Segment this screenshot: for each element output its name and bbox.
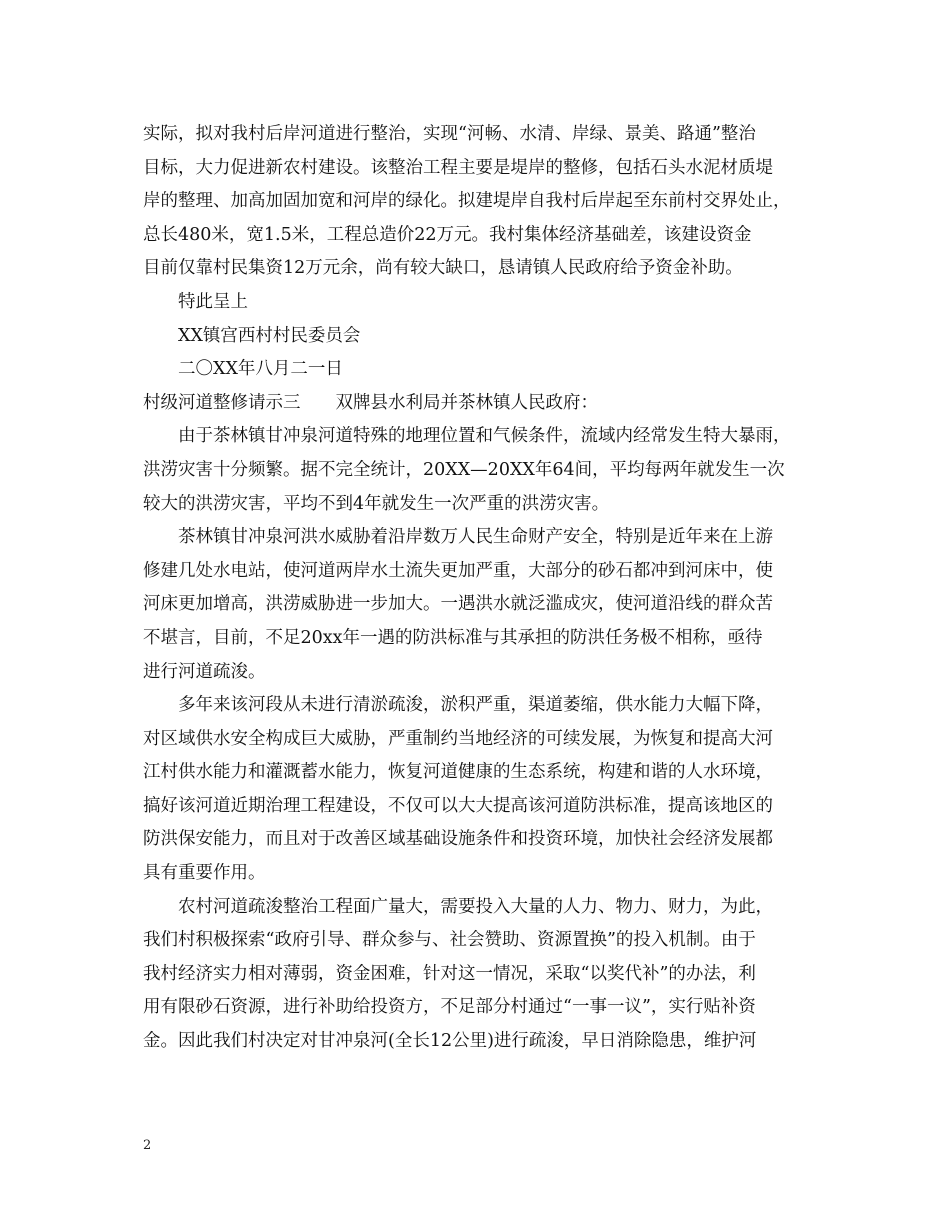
text-line: 不堪言，目前，不足20xx年一遇的防洪标准与其承担的防洪任务极不相称，亟待 — [143, 627, 763, 648]
text-line: 农村河道疏浚整治工程面广量大，需要投入大量的人力、物力、财力，为此， — [178, 896, 773, 917]
text-line: 多年来该河段从未进行清淤疏浚，淤积严重，渠道萎缩，供水能力大幅下降， — [178, 695, 773, 716]
text-line: 我村经济实力相对薄弱，资金困难，针对这一情况，采取“以奖代补”的办法，利 — [143, 963, 756, 984]
text-line: 洪涝灾害十分频繁。据不完全统计，20XX—20XX年64间，平均每两年就发生一次 — [143, 459, 785, 480]
text-line: 我们村积极探索“政府引导、群众参与、社会赞助、资源置换”的投入机制。由于 — [143, 930, 756, 951]
text-line: 由于茶林镇甘冲泉河道特殊的地理位置和气候条件，流域内经常发生特大暴雨， — [178, 426, 791, 447]
text-line: 进行河道疏浚。 — [143, 661, 266, 682]
text-line: 村级河道整修请示三 双牌县水利局并茶林镇人民政府： — [143, 392, 598, 413]
text-line: 防洪保安能力，而且对于改善区域基础设施条件和投资环境，加快社会经济发展都 — [143, 829, 773, 850]
page-number: 2 — [143, 1138, 152, 1153]
text-line: 岸的整理、加高加固加宽和河岸的绿化。拟建堤岸自我村后岸起至东前村交界处止， — [143, 191, 791, 212]
text-line: 特此呈上 — [178, 291, 248, 312]
text-line: 搞好该河道近期治理工程建设，不仅可以大大提高该河道防洪标准，提高该地区的 — [143, 795, 773, 816]
text-line: 金。因此我们村决定对甘冲泉河(全长12公里)进行疏浚，早日消除隐患，维护河 — [143, 1031, 757, 1052]
text-line: 修建几处水电站，使河道两岸水土流失更加严重，大部分的砂石都冲到河床中，使 — [143, 560, 773, 581]
text-line: 目标，大力促进新农村建设。该整治工程主要是堤岸的整修，包括石头水泥材质堤 — [143, 157, 773, 178]
document-body — [143, 118, 818, 1059]
text-line: 对区域供水安全构成巨大威胁，严重制约当地经济的可续发展，为恢复和提高大河 — [143, 728, 773, 749]
text-line: 河床更加增高，洪涝威胁进一步加大。一遇洪水就泛滥成灾，使河道沿线的群众苦 — [143, 594, 773, 615]
text-line: 较大的洪涝灾害，平均不到4年就发生一次严重的洪涝灾害。 — [143, 493, 610, 514]
text-line: 实际，拟对我村后岸河道进行整治，实现“河畅、水清、岸绿、景美、路通”整治 — [143, 124, 756, 144]
text-line: 江村供水能力和灌溉蓄水能力，恢复河道健康的生态系统，构建和谐的人水环境， — [143, 762, 773, 783]
text-line: XX镇宫西村村民委员会 — [178, 325, 361, 346]
text-line: 茶林镇甘冲泉河洪水威胁着沿岸数万人民生命财产安全，特别是近年来在上游 — [178, 527, 773, 548]
text-line: 二〇XX年八月二一日 — [178, 359, 343, 380]
text-line: 用有限砂石资源，进行补助给投资方，不足部分村通过“一事一议”，实行贴补资 — [143, 997, 756, 1018]
text-line: 总长480米，宽1.5米，工程总造价22万元。我村集体经济基础差，该建设资金 — [143, 224, 752, 245]
text-line: 目前仅靠村民集资12万元余，尚有较大缺口，恳请镇人民政府给予资金补助。 — [143, 258, 743, 279]
text-line: 具有重要作用。 — [143, 863, 266, 884]
